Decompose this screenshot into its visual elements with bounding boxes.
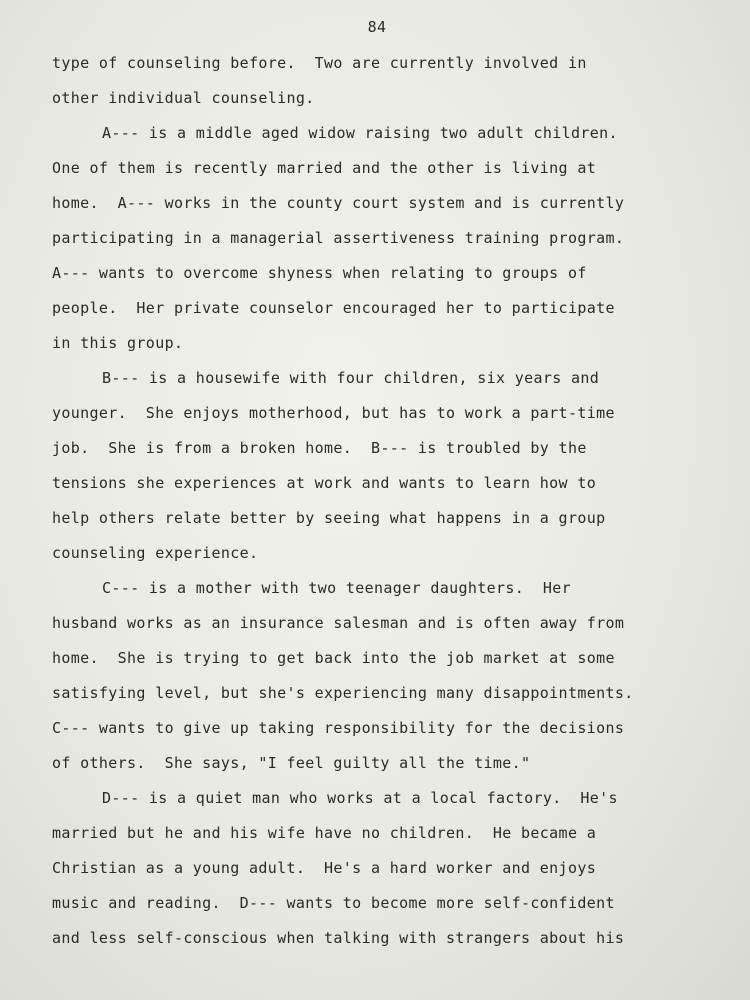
text-lines [52, 46, 732, 956]
text-line: home. She is trying to get back into the job market at some [52, 649, 615, 667]
text-line: husband works as an insurance salesman and is often away from [52, 614, 625, 632]
page-number: 84 [367, 18, 387, 36]
text-line: and less self-conscious when talking with strangers about his [52, 929, 625, 947]
text-line: counseling experience. [52, 544, 259, 562]
text-line: help others relate better by seeing what happens in a group [52, 509, 606, 527]
text-line: married but he and his wife have no children. He became a [52, 824, 597, 842]
text-line: C--- is a mother with two teenager daughters. Her [102, 579, 572, 597]
text-line: other individual counseling. [52, 89, 315, 107]
text-line: tensions she experiences at work and wants to learn how to [52, 474, 597, 492]
text-line: of others. She says, "I feel guilty all the time." [52, 754, 531, 772]
text-line: Christian as a young adult. He's a hard worker and enjoys [52, 859, 597, 877]
text-line: D--- is a quiet man who works at a local factory. He's [102, 789, 618, 807]
text-line: in this group. [52, 334, 184, 352]
text-line: type of counseling before. Two are currently involved in [52, 54, 587, 72]
text-line: C--- wants to give up taking responsibility for the decisions [52, 719, 625, 737]
text-line: home. A--- works in the county court system and is currently [52, 194, 625, 212]
text-line: people. Her private counselor encouraged her to participate [52, 299, 615, 317]
text-line: One of them is recently married and the other is living at [52, 159, 597, 177]
text-line: younger. She enjoys motherhood, but has to work a part-time [52, 404, 615, 422]
text-line: job. She is from a broken home. B--- is troubled by the [52, 439, 587, 457]
text-line: music and reading. D--- wants to become more self-confident [52, 894, 615, 912]
text-line: A--- wants to overcome shyness when relating to groups of [52, 264, 587, 282]
text-line: B--- is a housewife with four children, six years and [102, 369, 600, 387]
text-line: satisfying level, but she's experiencing many disappointments. [52, 684, 634, 702]
text-line: A--- is a middle aged widow raising two adult children. [102, 124, 618, 142]
text-line: participating in a managerial assertiveness training program. [52, 229, 625, 247]
page-body [52, 14, 732, 956]
